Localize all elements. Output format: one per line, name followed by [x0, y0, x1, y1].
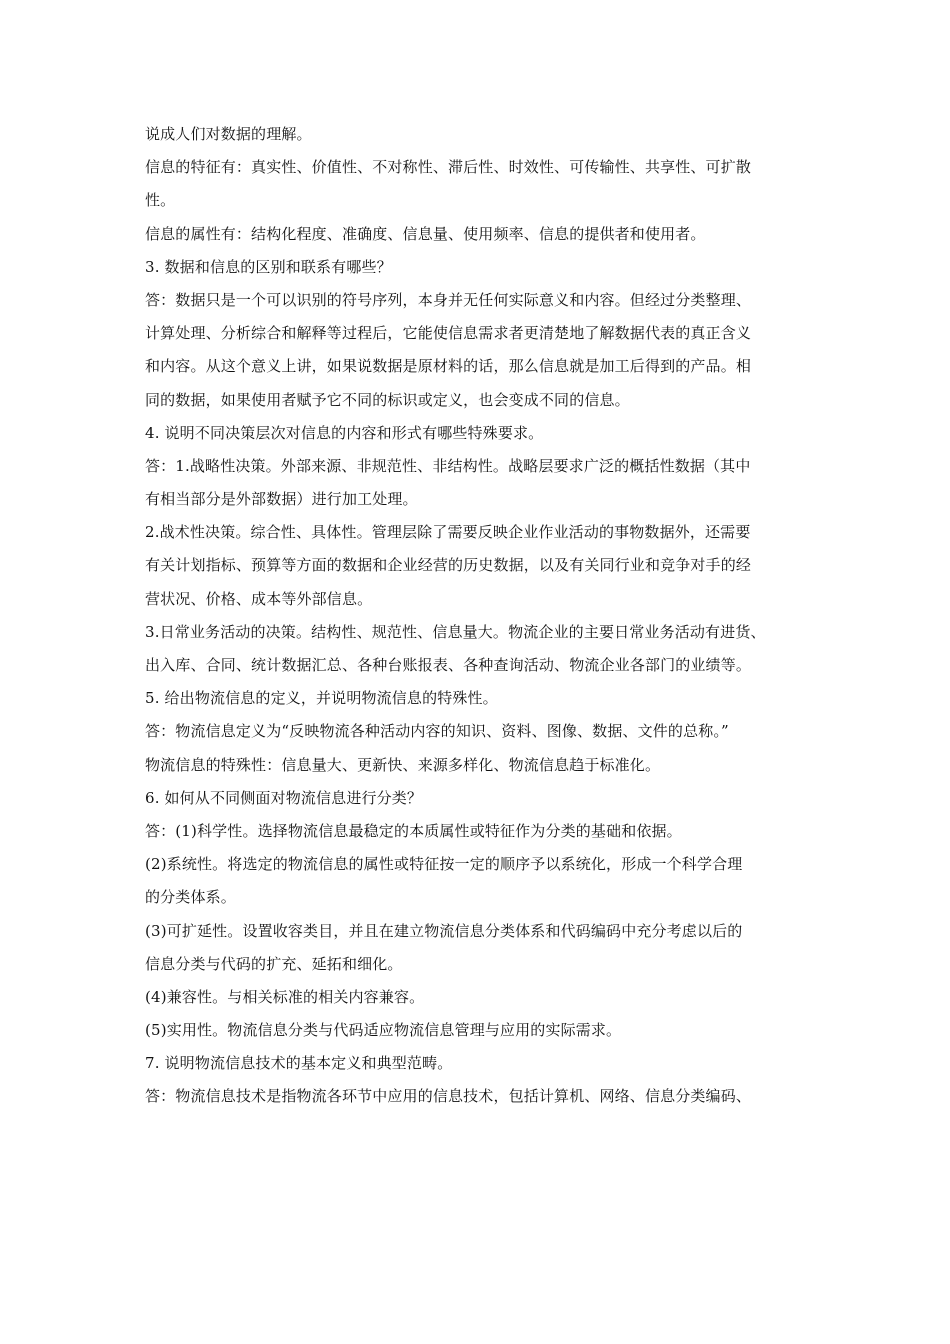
text-line: 答：物流信息定义为“反映物流各种活动内容的知识、资料、图像、数据、文件的总称。” — [145, 722, 729, 741]
text-line: 3.日常业务活动的决策。结构性、规范性、信息量大。物流企业的主要日常业务活动有进货、 — [145, 622, 766, 641]
text-line: 性。 — [145, 191, 176, 210]
text-line: 2.战术性决策。综合性、具体性。管理层除了需要反映企业作业活动的事物数据外，还需要 — [145, 523, 751, 542]
text-line: 答：数据只是一个可以识别的符号序列，本身并无任何实际意义和内容。但经过分类整理、 — [145, 290, 752, 309]
text-line: 信息分类与代码的扩充、延拓和细化。 — [145, 954, 403, 973]
text-line: 的分类体系。 — [145, 888, 236, 907]
text-line: 说成人们对数据的理解。 — [145, 125, 312, 143]
text-line: 答：(1)科学性。选择物流信息最稳定的本质属性或特征作为分类的基础和依据。 — [145, 821, 682, 840]
text-line: 有相当部分是外部数据）进行加工处理。 — [145, 490, 418, 509]
text-line: 同的数据，如果使用者赋予它不同的标识或定义，也会变成不同的信息。 — [145, 390, 630, 409]
question-3-heading: 3. 数据和信息的区别和联系有哪些？ — [145, 257, 392, 276]
text-line: (4)兼容性。与相关标准的相关内容兼容。 — [145, 987, 425, 1006]
question-6-heading: 6. 如何从不同侧面对物流信息进行分类？ — [145, 788, 423, 807]
text-line: 和内容。从这个意义上讲，如果说数据是原材料的话，那么信息就是加工后得到的产品。相 — [145, 357, 752, 376]
text-line: 营状况、价格、成本等外部信息。 — [145, 589, 373, 608]
text-line: 答：物流信息技术是指物流各环节中应用的信息技术，包括计算机、网络、信息分类编码、 — [145, 1087, 752, 1106]
question-7-heading: 7. 说明物流信息技术的基本定义和典型范畴。 — [145, 1054, 453, 1073]
text-line: 物流信息的特殊性：信息量大、更新快、来源多样化、物流信息趋于标准化。 — [145, 755, 661, 774]
text-line: (3)可扩延性。设置收容类目，并且在建立物流信息分类体系和代码编码中充分考虑以后的 — [145, 921, 743, 940]
text-line: 有关计划指标、预算等方面的数据和企业经营的历史数据，以及有关同行业和竞争对手的经 — [145, 556, 752, 575]
document-body — [145, 118, 810, 1114]
question-4-heading: 4. 说明不同决策层次对信息的内容和形式有哪些特殊要求。 — [145, 423, 544, 442]
text-line: 信息的特征有：真实性、价值性、不对称性、滞后性、时效性、可传输性、共享性、可扩散 — [145, 158, 752, 177]
text-line: 出入库、合同、统计数据汇总、各种台账报表、各种查询活动、物流企业各部门的业绩等。 — [145, 656, 752, 674]
text-line: 计算处理、分析综合和解释等过程后，它能使信息需求者更清楚地了解数据代表的真正含义 — [145, 324, 752, 343]
text-line: 信息的属性有：结构化程度、准确度、信息量、使用频率、信息的提供者和使用者。 — [145, 224, 706, 243]
text-line: 答：1.战略性决策。外部来源、非规范性、非结构性。战略层要求广泛的概括性数据（其中 — [145, 456, 751, 475]
text-line: (5)实用性。物流信息分类与代码适应物流信息管理与应用的实际需求。 — [145, 1021, 622, 1040]
text-line: (2)系统性。将选定的物流信息的属性或特征按一定的顺序予以系统化，形成一个科学合理 — [145, 855, 743, 874]
question-5-heading: 5. 给出物流信息的定义，并说明物流信息的特殊性。 — [145, 689, 498, 708]
